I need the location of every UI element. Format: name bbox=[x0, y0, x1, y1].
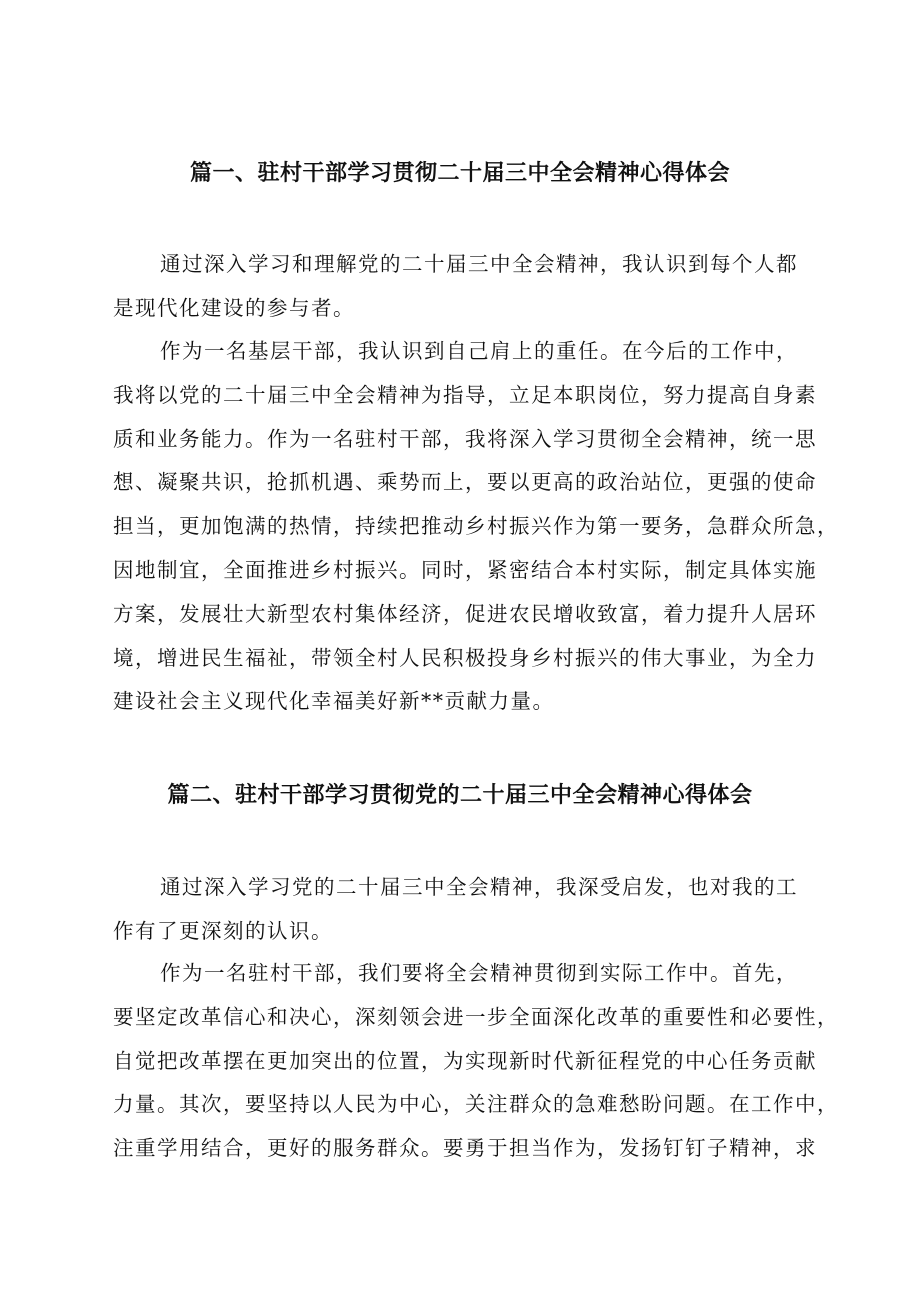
paragraph-line: 注重学用结合，更好的服务群众。要勇于担当作为，发扬钉钉子精神，求 bbox=[113, 1136, 817, 1161]
paragraph-line: 通过深入学习党的二十届三中全会精神，我深受启发，也对我的工 bbox=[160, 875, 798, 899]
paragraph-line: 我将以党的二十届三中全会精神为指导，立足本职岗位，努力提高自身素 bbox=[113, 382, 817, 407]
section-1-paragraph-2 bbox=[113, 330, 849, 724]
section-1-title: 篇一、驻村干部学习贯彻二十届三中全会精神心得体会 bbox=[189, 161, 730, 186]
section-2-paragraph-1 bbox=[113, 866, 849, 954]
section-1-paragraph-1 bbox=[113, 243, 849, 331]
paragraph-line: 自觉把改革摆在更加突出的位置，为实现新时代新征程党的中心任务贡献 bbox=[113, 1048, 817, 1073]
paragraph-line: 境，增进民生福祉，带领全村人民积极投身乡村振兴的伟大事业，为全力 bbox=[113, 645, 817, 670]
paragraph-line: 是现代化建设的参与者。 bbox=[113, 295, 355, 320]
paragraph-line: 作有了更深刻的认识。 bbox=[113, 918, 333, 943]
paragraph-line: 担当，更加饱满的热情，持续把推动乡村振兴作为第一要务，急群众所急， bbox=[113, 514, 839, 539]
paragraph-line: 因地制宜，全面推进乡村振兴。同时，紧密结合本村实际，制定具体实施 bbox=[113, 557, 817, 582]
paragraph-line: 力量。其次，要坚持以人民为中心，关注群众的急难愁盼问题。在工作中， bbox=[113, 1092, 839, 1117]
paragraph-line: 要坚定改革信心和决心，深刻领会进一步全面深化改革的重要性和必要性， bbox=[113, 1004, 839, 1029]
paragraph-line: 通过深入学习和理解党的二十届三中全会精神，我认识到每个人都 bbox=[160, 252, 798, 276]
section-2-paragraph-2 bbox=[113, 952, 849, 1171]
section-2-title: 篇二、驻村干部学习贯彻党的二十届三中全会精神心得体会 bbox=[167, 783, 753, 808]
paragraph-line: 建设社会主义现代化幸福美好新**贡献力量。 bbox=[113, 689, 555, 714]
paragraph-line: 想、凝聚共识，抢抓机遇、乘势而上，要以更高的政治站位，更强的使命 bbox=[113, 470, 817, 495]
paragraph-line: 作为一名驻村干部，我们要将全会精神贯彻到实际工作中。首先， bbox=[160, 961, 798, 985]
paragraph-line: 方案，发展壮大新型农村集体经济，促进农民增收致富，着力提升人居环 bbox=[113, 601, 817, 626]
paragraph-line: 作为一名基层干部，我认识到自己肩上的重任。在今后的工作中， bbox=[160, 339, 798, 363]
paragraph-line: 质和业务能力。作为一名驻村干部，我将深入学习贯彻全会精神，统一思 bbox=[113, 426, 817, 451]
